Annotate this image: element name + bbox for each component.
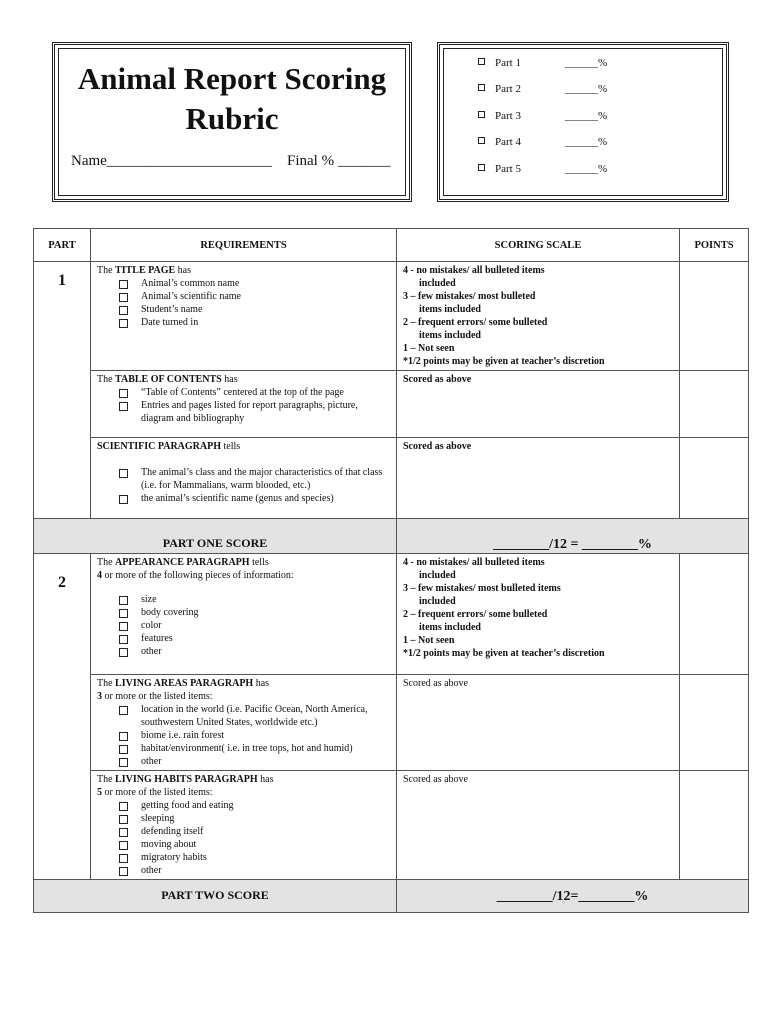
req-heading: TITLE PAGE <box>115 265 176 276</box>
scale-line: *1/2 points may be given at teacher’s discretion <box>403 356 605 367</box>
req-line: or more of the listed items: <box>102 787 213 798</box>
requirement-cell <box>91 675 397 771</box>
points-cell[interactable] <box>680 371 749 438</box>
page-title: Animal Report Scoring Rubric <box>77 61 387 136</box>
list-item: Date turned in <box>119 316 390 329</box>
req-heading: LIVING HABITS PARAGRAPH <box>115 774 258 785</box>
header-part: PART <box>34 229 91 262</box>
checkbox-icon <box>478 111 485 118</box>
scale-line: included <box>419 278 456 289</box>
table-row <box>34 771 749 880</box>
scale-line: items included <box>419 304 481 315</box>
part-label: Part 1 <box>495 57 521 69</box>
scale-line: included <box>419 596 456 607</box>
scale-line: 4 - no mistakes/ all bulleted items <box>403 265 545 276</box>
part-blank: ______% <box>565 83 608 95</box>
list-item: habitat/environment( i.e. in tree tops, hot and humid) <box>119 742 390 755</box>
scale-line: 3 – few mistakes/ most bulleted <box>403 291 536 302</box>
list-item: the animal’s scientific name (genus and species) <box>119 492 390 505</box>
part-blank: ______% <box>565 163 608 175</box>
part-line <box>478 110 607 122</box>
requirement-cell <box>91 771 397 880</box>
part-label: Part 4 <box>495 136 521 148</box>
table-row <box>34 438 749 519</box>
points-cell[interactable] <box>680 438 749 519</box>
req-line: or more or the listed items: <box>102 691 213 702</box>
req-prefix: The <box>97 374 116 385</box>
req-count: 3 <box>97 691 102 702</box>
part-line <box>478 136 607 148</box>
checkbox-icon <box>478 84 485 91</box>
scale-line: 3 – few mistakes/ most bulleted items <box>403 583 561 594</box>
scale-line: 4 - no mistakes/ all bulleted items <box>403 557 545 568</box>
list-item: Entries and pages listed for report paragraphs, picture, diagram and bibliography <box>119 399 390 425</box>
part-line <box>478 83 607 95</box>
scoring-scale-cell: Scored as above <box>397 438 680 519</box>
points-cell[interactable] <box>680 262 749 371</box>
part-two-score-label: PART TWO SCORE <box>34 880 397 913</box>
list-item: location in the world (i.e. Pacific Ocean, North America, southwestern United States, worldwide etc.) <box>119 703 390 729</box>
part-blank: ______% <box>565 57 608 69</box>
checkbox-icon <box>478 164 485 171</box>
list-item: sleeping <box>119 812 390 825</box>
list-item: other <box>119 755 390 768</box>
table-row <box>34 262 749 371</box>
req-prefix: The <box>97 774 116 785</box>
part-one-score-label: PART ONE SCORE <box>34 519 397 554</box>
scoring-scale-cell: Scored as above <box>397 771 680 880</box>
part-one-score-value[interactable]: ________/12 = ________% <box>397 519 749 554</box>
list-item: other <box>119 864 390 877</box>
req-prefix: The <box>97 557 116 568</box>
requirement-cell <box>91 554 397 675</box>
header-scoring-scale: SCORING SCALE <box>397 229 680 262</box>
final-percent-field: Final % _______ <box>287 153 391 169</box>
req-suffix: has <box>221 374 238 385</box>
part-number: 1 <box>34 262 91 519</box>
req-suffix: tells <box>249 557 269 568</box>
req-suffix: has <box>257 774 274 785</box>
scoring-scale-cell <box>397 554 680 675</box>
list-item: biome i.e. rain forest <box>119 729 390 742</box>
rubric-table <box>33 228 749 913</box>
requirement-cell <box>91 438 397 519</box>
requirement-list <box>97 277 390 329</box>
table-row <box>34 554 749 675</box>
req-heading: APPEARANCE PARAGRAPH <box>115 557 250 568</box>
part-label: Part 5 <box>495 163 521 175</box>
req-heading: LIVING AREAS PARAGRAPH <box>115 678 254 689</box>
scale-line: *1/2 points may be given at teacher’s discretion <box>403 648 605 659</box>
requirement-cell <box>91 371 397 438</box>
scale-line: items included <box>419 330 481 341</box>
list-item: Animal’s common name <box>119 277 390 290</box>
req-count: 5 <box>97 787 102 798</box>
requirement-list <box>97 593 390 658</box>
part-number: 2 <box>34 554 91 880</box>
part-label: Part 2 <box>495 83 521 95</box>
table-row <box>34 675 749 771</box>
points-cell[interactable] <box>680 554 749 675</box>
req-suffix: has <box>253 678 270 689</box>
req-prefix: The <box>97 678 116 689</box>
req-heading: TABLE OF CONTENTS <box>115 374 222 385</box>
title-box <box>52 42 412 202</box>
table-row <box>34 371 749 438</box>
header-points: POINTS <box>680 229 749 262</box>
list-item: migratory habits <box>119 851 390 864</box>
req-prefix: The <box>97 265 116 276</box>
requirement-list <box>97 703 390 768</box>
list-item: color <box>119 619 390 632</box>
part-label: Part 3 <box>495 110 521 122</box>
requirement-list <box>97 386 390 425</box>
list-item: getting food and eating <box>119 799 390 812</box>
requirement-cell <box>91 262 397 371</box>
name-field: Name______________________ <box>71 153 272 169</box>
checkbox-icon <box>478 58 485 65</box>
scoring-scale-cell <box>397 262 680 371</box>
points-cell[interactable] <box>680 771 749 880</box>
req-count: 4 <box>97 570 102 581</box>
table-header-row <box>34 229 749 262</box>
part-line <box>478 163 607 175</box>
scale-line: included <box>419 570 456 581</box>
requirement-list <box>97 466 390 505</box>
list-item: features <box>119 632 390 645</box>
part-two-score-value[interactable]: ________/12=________% <box>397 880 749 913</box>
list-item: defending itself <box>119 825 390 838</box>
list-item: The animal’s class and the major characteristics of that class (i.e. for Mammalians, warm blooded, etc.) <box>119 466 390 492</box>
list-item: other <box>119 645 390 658</box>
part-line <box>478 57 607 69</box>
part-blank: ______% <box>565 110 608 122</box>
scale-line: items included <box>419 622 481 633</box>
list-item: moving about <box>119 838 390 851</box>
part-blank: ______% <box>565 136 608 148</box>
header-requirements: REQUIREMENTS <box>91 229 397 262</box>
scale-line: 2 – frequent errors/ some bulleted <box>403 317 548 328</box>
requirement-list <box>97 799 390 877</box>
req-heading: SCIENTIFIC PARAGRAPH <box>97 441 221 452</box>
checkbox-icon <box>478 137 485 144</box>
list-item: size <box>119 593 390 606</box>
parts-summary-box <box>437 42 729 202</box>
scoring-scale-cell: Scored as above <box>397 675 680 771</box>
scoring-scale-cell: Scored as above <box>397 371 680 438</box>
list-item: “Table of Contents” centered at the top of the page <box>119 386 390 399</box>
list-item: Animal’s scientific name <box>119 290 390 303</box>
part-score-row <box>34 519 749 554</box>
part-score-row <box>34 880 749 913</box>
points-cell[interactable] <box>680 675 749 771</box>
scale-line: 1 – Not seen <box>403 635 455 646</box>
scale-line: 1 – Not seen <box>403 343 455 354</box>
req-suffix: has <box>175 265 191 276</box>
req-suffix: tells <box>221 441 241 452</box>
list-item: Student’s name <box>119 303 390 316</box>
list-item: body covering <box>119 606 390 619</box>
req-line: or more of the following pieces of information: <box>102 570 294 581</box>
scale-line: 2 – frequent errors/ some bulleted <box>403 609 548 620</box>
